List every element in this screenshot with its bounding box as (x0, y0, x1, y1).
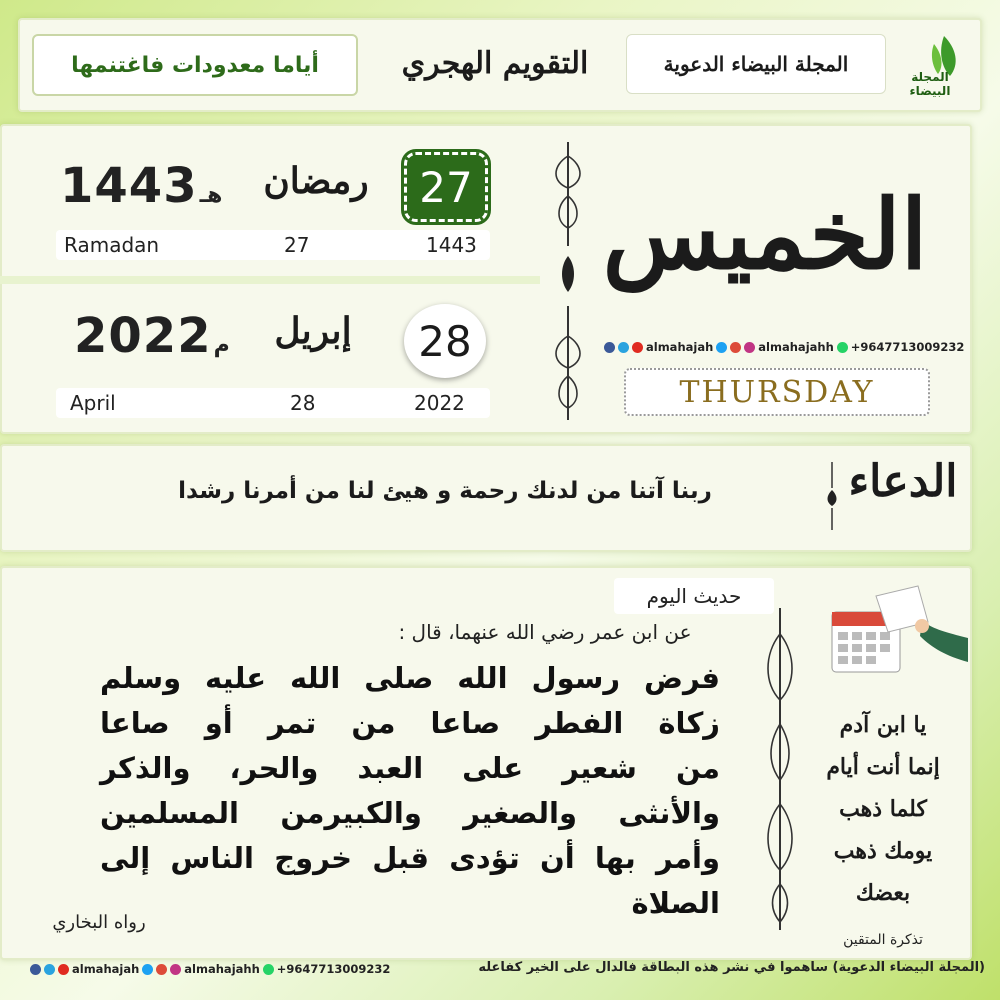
gregorian-year: 2022 م (74, 308, 230, 364)
twitter-icon (142, 964, 153, 975)
facebook-icon (30, 964, 41, 975)
hadith-line-1: فرض رسول الله صلى الله عليه وسلم (100, 661, 720, 695)
hijri-month-ar: رمضان (263, 160, 369, 202)
hadith-line-3: من شعير على العبد والحر، والذكر (100, 751, 720, 785)
hadith-line-2: زكاة الفطر صاعا من تمر أو صاعا (100, 706, 720, 740)
gregorian-month-ar: إبريل (274, 310, 352, 352)
brand-box (626, 34, 886, 94)
social-handle-2: almahajahh (184, 962, 260, 976)
gregorian-month-en: April (70, 391, 116, 415)
hijri-year: 1443 هـ (60, 158, 223, 214)
google-plus-icon (730, 342, 741, 353)
ornament-divider (538, 136, 598, 426)
hadith-label-box: حديث اليوم (614, 578, 774, 614)
whatsapp-icon (263, 964, 274, 975)
calendar-illustration (826, 582, 968, 682)
hijri-day-badge: 27 (404, 152, 488, 222)
reminder-line-2: إنما أنت أيام (826, 754, 940, 780)
gregorian-english-row (56, 388, 490, 418)
brand-logo-text: المجلة البيضاء (909, 70, 951, 98)
gregorian-year-en: 2022 (414, 391, 465, 415)
hadith-line-6: الصلاة (631, 886, 720, 920)
reminder-line-4: يومك ذهب (833, 838, 933, 864)
brand-logo (894, 30, 966, 98)
reminder-line-5: بعضك (855, 880, 911, 906)
reminder-caption: تذكرة المتقين (843, 932, 923, 948)
instagram-icon (170, 964, 181, 975)
row-divider (0, 276, 540, 284)
social-bar-top (604, 340, 964, 354)
social-bar-footer (30, 962, 390, 976)
hijri-day-en: 27 (284, 233, 310, 257)
google-plus-icon (156, 964, 167, 975)
social-phone: +9647713009232 (850, 340, 965, 354)
hijri-english-row (56, 230, 490, 260)
header-bar (18, 18, 982, 112)
weekday-english-box: THURSDAY (624, 368, 930, 416)
instagram-icon (744, 342, 755, 353)
motto-box (32, 34, 358, 96)
telegram-icon (618, 342, 629, 353)
gregorian-day-badge: 28 (404, 304, 486, 378)
social-phone: +9647713009232 (276, 962, 391, 976)
hadith-lines (100, 656, 720, 926)
reminder-line-3: كلما ذهب (839, 796, 927, 822)
hijri-year-en: 1443 (426, 233, 477, 257)
youtube-icon (58, 964, 69, 975)
youtube-icon (632, 342, 643, 353)
dua-ornament (822, 458, 842, 534)
whatsapp-icon (837, 342, 848, 353)
footer-text: (المجلة البيضاء الدعوية) ساهموا في نشر هذه البطاقة فالدال على الخير كفاعله (478, 960, 985, 975)
hadith-line-4: والأنثى والصغير والكبيرمن المسلمين (100, 796, 720, 830)
motto-text: أياما معدودات فاغتنمها (71, 52, 319, 78)
facebook-icon (604, 342, 615, 353)
social-handle-1: almahajah (72, 962, 140, 976)
weekday-arabic: الخميس (602, 178, 928, 291)
gregorian-day-en: 28 (290, 391, 316, 415)
social-handle-2: almahajahh (758, 340, 834, 354)
hadith-ornament (758, 604, 802, 934)
hijri-month-en: Ramadan (64, 233, 160, 257)
dua-text: ربنا آتنا من لدنك رحمة و هيئ لنا من أمرنا رشدا (178, 478, 712, 504)
reminder-line-1: يا ابن آدم (839, 712, 927, 738)
hadith-line-5: وأمر بها أن تؤدى قبل خروج الناس إلى (100, 841, 720, 875)
telegram-icon (44, 964, 55, 975)
social-handle-1: almahajah (646, 340, 714, 354)
dua-label: الدعاء (848, 456, 958, 507)
calendar-title: التقويم الهجري (401, 45, 589, 81)
brand-name: المجلة البيضاء الدعوية (663, 52, 849, 76)
twitter-icon (716, 342, 727, 353)
hadith-source: رواه البخاري (52, 912, 146, 933)
hadith-intro: عن ابن عمر رضي الله عنهما، قال : (398, 620, 692, 644)
reminder-text (808, 704, 958, 914)
